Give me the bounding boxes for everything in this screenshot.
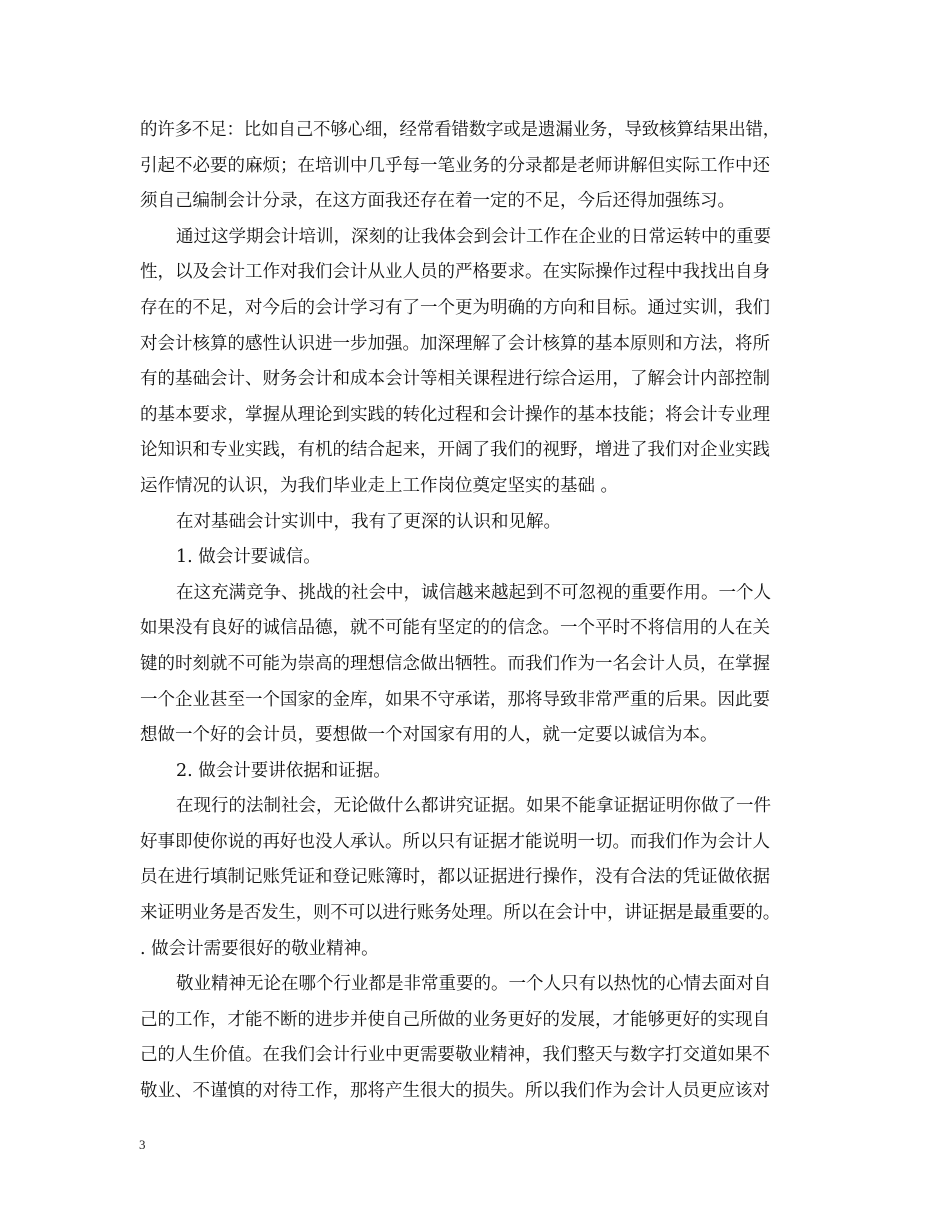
text-line: 敬业、不谨慎的对待工作，那将产生很大的损失。所以我们作为会计人员更应该对 <box>140 1081 770 1102</box>
section-heading-honesty: 1. 做会计要诚信。 <box>176 547 321 568</box>
text-line: 来证明业务是否发生，则不可以进行账务处理。所以在会计中，讲证据是最重要的。 <box>140 903 781 924</box>
text-line: 有的基础会计、财务会计和成本会计等相关课程进行综合运用，了解会计内部控制 <box>140 369 770 390</box>
text-line: 存在的不足，对今后的会计学习有了一个更为明确的方向和目标。通过实训，我们 <box>140 297 770 318</box>
text-line: 须自己编制会计分录，在这方面我还存在着一定的不足，今后还得加强练习。 <box>140 191 735 212</box>
text-line: 员在进行填制记账凭证和登记账簿时，都以证据进行操作，没有合法的凭证做依据 <box>140 867 770 888</box>
paragraph-start-line: 在现行的法制社会，无论做什么都讲究证据。如果不能拿证据证明你做了一件 <box>176 796 771 817</box>
document-body <box>140 113 812 1110</box>
text-line: 想做一个好的会计员，要想做一个对国家有用的人，就一定要以诚信为本。 <box>140 725 718 746</box>
paragraph-start-line: 通过这学期会计培训，深刻的让我体会到会计工作在企业的日常运转中的重要 <box>176 226 771 247</box>
paragraph-start-line: 在对基础会计实训中，我有了更深的认识和见解。 <box>176 511 561 532</box>
page-number: 3 <box>139 1137 146 1152</box>
section-heading-dedication: . 做会计需要很好的敬业精神。 <box>140 938 379 959</box>
text-line: 己的工作，才能不断的进步并使自己所做的业务更好的发展，才能够更好的实现自 <box>140 1009 770 1030</box>
text-line: 的许多不足：比如自己不够心细，经常看错数字或是遗漏业务，导致核算结果出错， <box>140 120 781 140</box>
paragraph-start-line: 敬业精神无论在哪个行业都是非常重要的。一个人只有以热忱的心情去面对自 <box>176 974 771 995</box>
text-line: 引起不必要的麻烦；在培训中几乎每一笔业务的分录都是老师讲解但实际工作中还 <box>140 155 770 176</box>
text-line: 如果没有良好的诚信品德，就不可能有坚定的的信念。一个平时不将信用的人在关 <box>140 618 770 639</box>
section-heading-evidence: 2. 做会计要讲依据和证据。 <box>176 760 391 781</box>
paragraph-start-line: 在这充满竞争、挑战的社会中，诚信越来越起到不可忽视的重要作用。一个人 <box>176 582 771 603</box>
text-line: 性，以及会计工作对我们会计从业人员的严格要求。在实际操作过程中我找出自身 <box>140 262 770 283</box>
text-line: 的基本要求，掌握从理论到实践的转化过程和会计操作的基本技能；将会计专业理 <box>140 404 770 425</box>
text-line: 己的人生价值。在我们会计行业中更需要敬业精神，我们整天与数字打交道如果不 <box>140 1045 770 1066</box>
text-line: 好事即使你说的再好也没人承认。所以只有证据才能说明一切。而我们作为会计人 <box>140 831 770 852</box>
text-line: 运作情况的认识，为我们毕业走上工作岗位奠定坚实的基础 。 <box>140 475 619 496</box>
text-line: 对会计核算的感性认识进一步加强。加深理解了会计核算的基本原则和方法，将所 <box>140 333 770 354</box>
text-line: 论知识和专业实践，有机的结合起来，开阔了我们的视野，增进了我们对企业实践 <box>140 440 770 461</box>
text-line: 一个企业甚至一个国家的金库，如果不守承诺，那将导致非常严重的后果。因此要 <box>140 689 770 710</box>
text-line: 键的时刻就不可能为崇高的理想信念做出牺牲。而我们作为一名会计人员，在掌握 <box>140 653 770 674</box>
